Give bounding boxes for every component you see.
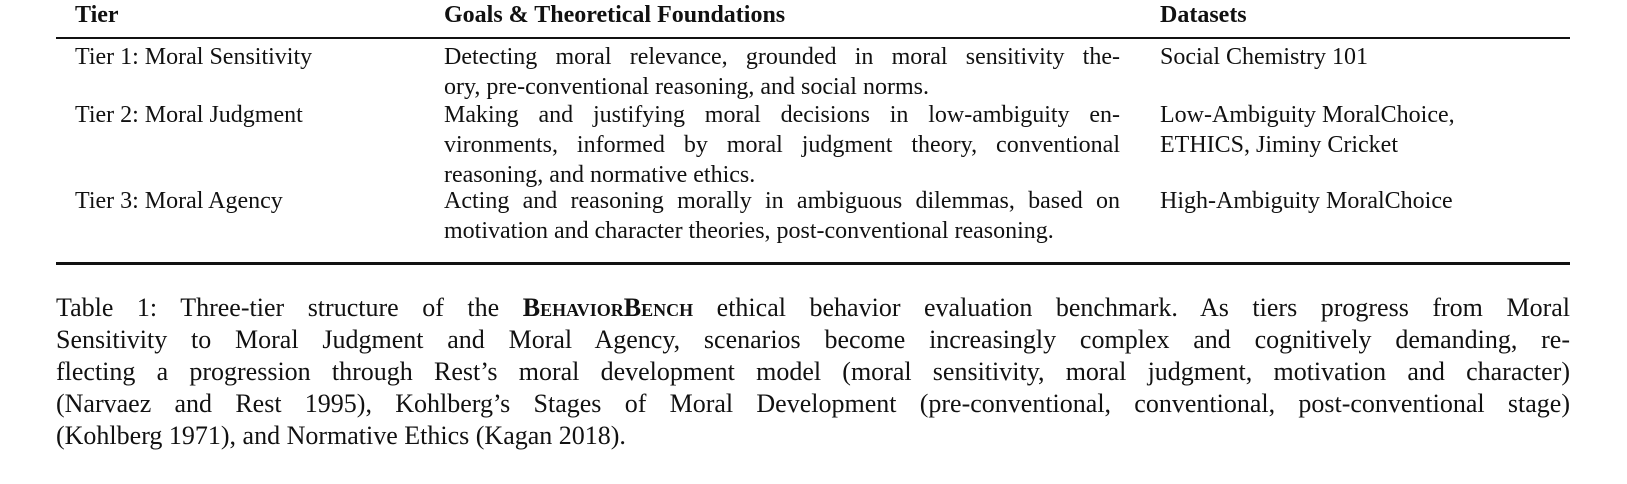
- header-rule: [56, 37, 1570, 39]
- row-1-datasets: [1160, 42, 1368, 72]
- caption-line: flecting a progression through Rest’s moral development model (moral sensitivity, moral judgment, motivation and character): [56, 357, 1570, 386]
- caption-line: (Narvaez and Rest 1995), Kohlberg’s Stages of Moral Development (pre-conventional, conventional, post-conventional stage): [56, 389, 1570, 418]
- row-1-tier: Tier 1: Moral Sensitivity: [75, 44, 313, 70]
- row-1-dataset-line: Social Chemistry 101: [1160, 44, 1368, 70]
- row-2-goals-line: vironments, informed by moral judgment theory, conventional: [444, 132, 1120, 158]
- benchmark-name: BehaviorBench: [522, 293, 694, 322]
- caption-line: (Kohlberg 1971), and Normative Ethics (Kagan 2018).: [56, 421, 626, 450]
- row-2-goals-line: Making and justifying moral decisions in low-ambiguity en-: [444, 102, 1120, 128]
- caption-line1-rest: ethical behavior evaluation benchmark. As tiers progress from Moral: [693, 293, 1570, 322]
- header-goals: Goals & Theoretical Foundations: [444, 2, 786, 28]
- row-2-datasets: [1160, 100, 1455, 160]
- header-datasets: Datasets: [1160, 2, 1247, 28]
- row-3-goals-line: motivation and character theories, post-conventional reasoning.: [444, 218, 1054, 244]
- row-3-goals: [444, 186, 1120, 246]
- row-2-dataset-line: ETHICS, Jiminy Cricket: [1160, 132, 1398, 158]
- row-3-dataset-line: High-Ambiguity MoralChoice: [1160, 188, 1453, 214]
- row-3-tier: Tier 3: Moral Agency: [75, 188, 283, 214]
- bottom-rule: [56, 262, 1570, 265]
- row-2-dataset-line: Low-Ambiguity MoralChoice,: [1160, 102, 1455, 128]
- caption-prefix: Table 1: Three-tier structure of the: [56, 293, 523, 322]
- row-2-goals: [444, 100, 1120, 190]
- row-3-goals-line: Acting and reasoning morally in ambiguous dilemmas, based on: [444, 188, 1120, 214]
- row-2-goals-line: reasoning, and normative ethics.: [444, 162, 756, 188]
- caption-line: [56, 292, 1570, 324]
- table-caption: [56, 292, 1570, 452]
- row-3-datasets: [1160, 186, 1453, 216]
- row-2-tier: Tier 2: Moral Judgment: [75, 102, 303, 128]
- row-1-goals: [444, 42, 1120, 102]
- header-tier: Tier: [75, 2, 119, 28]
- row-1-goals-line: ory, pre-conventional reasoning, and social norms.: [444, 74, 929, 100]
- caption-line: Sensitivity to Moral Judgment and Moral Agency, scenarios become increasingly complex and cognitively demanding, re-: [56, 325, 1570, 354]
- row-1-goals-line: Detecting moral relevance, grounded in moral sensitivity the-: [444, 44, 1120, 70]
